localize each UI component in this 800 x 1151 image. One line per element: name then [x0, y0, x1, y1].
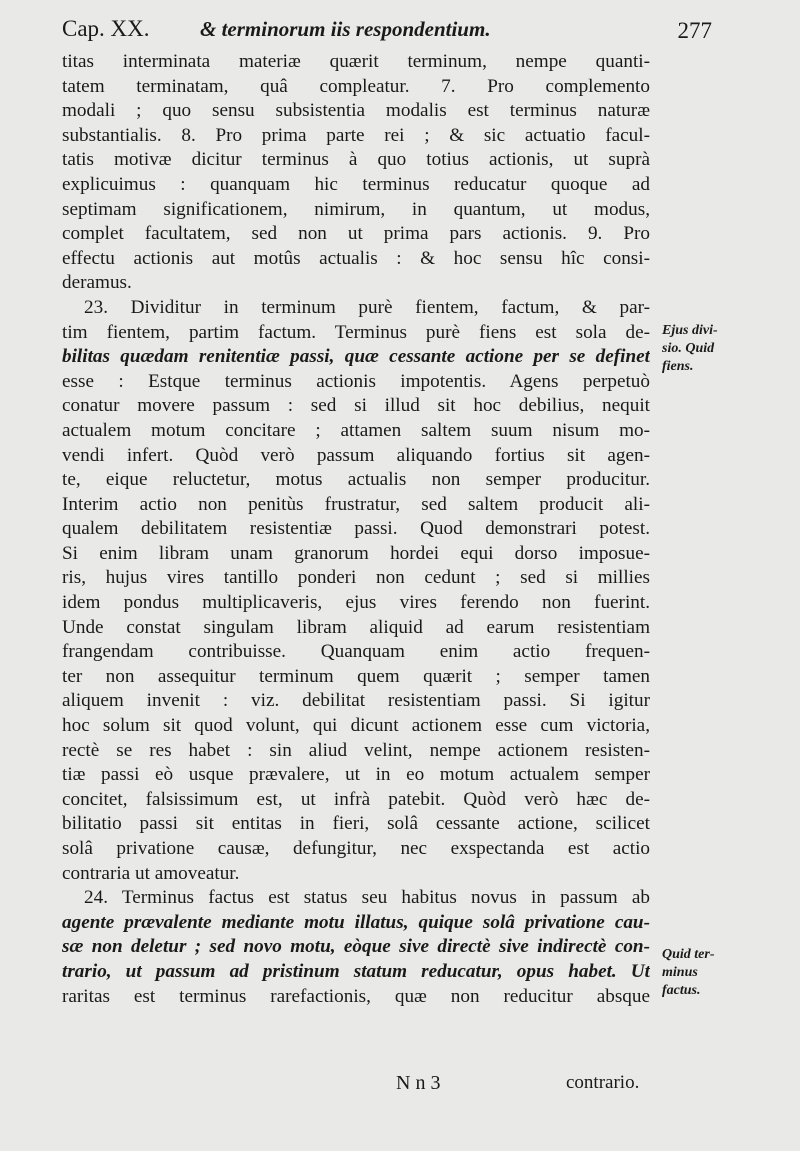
- text-line: esse : Estque terminus actionis impotentis. Agens perpetuò: [62, 370, 650, 392]
- margin-note-line: factus.: [662, 983, 701, 998]
- text-line: hoc solum sit quod volunt, qui dicunt actionem esse cum victoria,: [62, 715, 650, 737]
- text-line: conatur movere passum : sed si illud sit hoc debilius, nequit: [62, 395, 650, 417]
- paragraph-23-start: 23. Dividitur in terminum purè fientem, factum, & par-: [84, 296, 650, 318]
- text-line: contraria ut amoveatur.: [62, 862, 240, 884]
- italic-definition-line: trario, ut passum ad pristinum statum reducatur, opus habet. Ut: [62, 960, 650, 982]
- text-line: solâ privatione causæ, defungitur, nec exspectanda est actio: [62, 838, 650, 859]
- text-line: te, eique reluctetur, motus actualis non semper producitur.: [62, 469, 650, 491]
- text-line: Si enim libram unam granorum hordei equi dorso imposue-: [62, 542, 650, 564]
- margin-note-line: Quid ter-: [662, 947, 715, 962]
- text-line: aliquem invenit : viz. debilitat resistentiam passi. Si igitur: [62, 690, 650, 712]
- text-line: tatem terminatam, quâ compleatur. 7. Pro complemento: [62, 75, 650, 97]
- text-line: titas interminata materiæ quærit terminum, nempe quanti-: [62, 51, 650, 72]
- text-line: effectu actionis aut motûs actualis : & hoc sensu hîc consi-: [62, 247, 650, 269]
- paragraph-24-start: 24. Terminus factus est status seu habitus novus in passum ab: [84, 887, 650, 909]
- text-line: tatis motivæ dicitur terminus à quo totius actionis, ut suprà: [62, 149, 650, 171]
- margin-note-line: fiens.: [662, 359, 694, 374]
- text-line: septimam significationem, nimirum, in quantum, ut modus,: [62, 198, 650, 220]
- running-title: & terminorum iis respondentium.: [200, 17, 491, 41]
- text-line: raritas est terminus rarefactionis, quæ non reducitur absque: [62, 985, 650, 1007]
- catchword: contrario.: [566, 1072, 640, 1093]
- text-line: bilitatio passi sit entitas in fieri, solâ cessante actione, scilicet: [62, 813, 650, 835]
- chapter-label: Cap. XX.: [62, 16, 150, 41]
- text-line: qualem debilitatem resistentiæ passi. Quod demonstrari potest.: [62, 518, 650, 540]
- margin-note-line: sio. Quid: [662, 341, 715, 356]
- page-number: 277: [677, 18, 712, 43]
- text-line: actualem motum concitare ; attamen saltem suum nisum mo-: [62, 419, 650, 441]
- main-text: [62, 50, 650, 1009]
- signature-mark: N n 3: [396, 1072, 441, 1094]
- text-line: rectè se res habet : sin aliud velint, nempe actionem resisten-: [62, 739, 650, 761]
- margin-note-line: minus: [662, 965, 698, 980]
- text-line: explicuimus : quanquam hic terminus reducatur quoque ad: [62, 173, 650, 195]
- running-header: [62, 14, 712, 48]
- text-line: vendi infert. Quòd verò passum aliquando fortius sit agen-: [62, 444, 650, 466]
- text-line: substantialis. 8. Pro prima parte rei ; & sic actuatio facul-: [62, 124, 650, 146]
- italic-definition-line: sæ non deletur ; sed novo motu, eòque sive directè sive indirectè con-: [62, 936, 650, 958]
- text-line: concitet, falsissimum est, ut infrà patebit. Quòd verò hæc de-: [62, 788, 650, 810]
- text-line: modali ; quo sensu subsistentia modalis est terminus naturæ: [62, 100, 650, 122]
- text-line: tiæ passi eò usque prævalere, ut in eo motum actualem semper: [62, 764, 650, 786]
- text-line: frangendam contribuisse. Quanquam enim actio frequen-: [62, 641, 650, 663]
- italic-definition-line: agente prævalente mediante motu illatus, quique solâ privatione cau-: [62, 911, 650, 933]
- text-line: ris, hujus vires tantillo ponderi non cedunt ; sed si millies: [62, 567, 650, 589]
- text-line: idem pondus multiplicaveris, ejus vires ferendo non fuerint.: [62, 592, 650, 614]
- margin-note-line: Ejus divi-: [662, 323, 718, 338]
- text-line: deramus.: [62, 272, 132, 294]
- italic-definition-line: bilitas quædam renitentiæ passi, quæ cessante actione per se definet: [62, 346, 650, 368]
- text-line: Unde constat singulam libram aliquid ad earum resistentiam: [62, 616, 650, 638]
- margin-note-factus: [662, 946, 744, 1000]
- text-line: complet facultatem, sed non ut prima pars actionis. 9. Pro: [62, 223, 650, 245]
- margin-note-division: [662, 322, 744, 376]
- text-line: tim fientem, partim factum. Terminus purè fiens est sola de-: [62, 321, 650, 343]
- text-line: Interim actio non penitùs frustratur, sed saltem producit ali-: [62, 493, 650, 515]
- text-line: ter non assequitur terminum quem quærit ; semper tamen: [62, 665, 650, 687]
